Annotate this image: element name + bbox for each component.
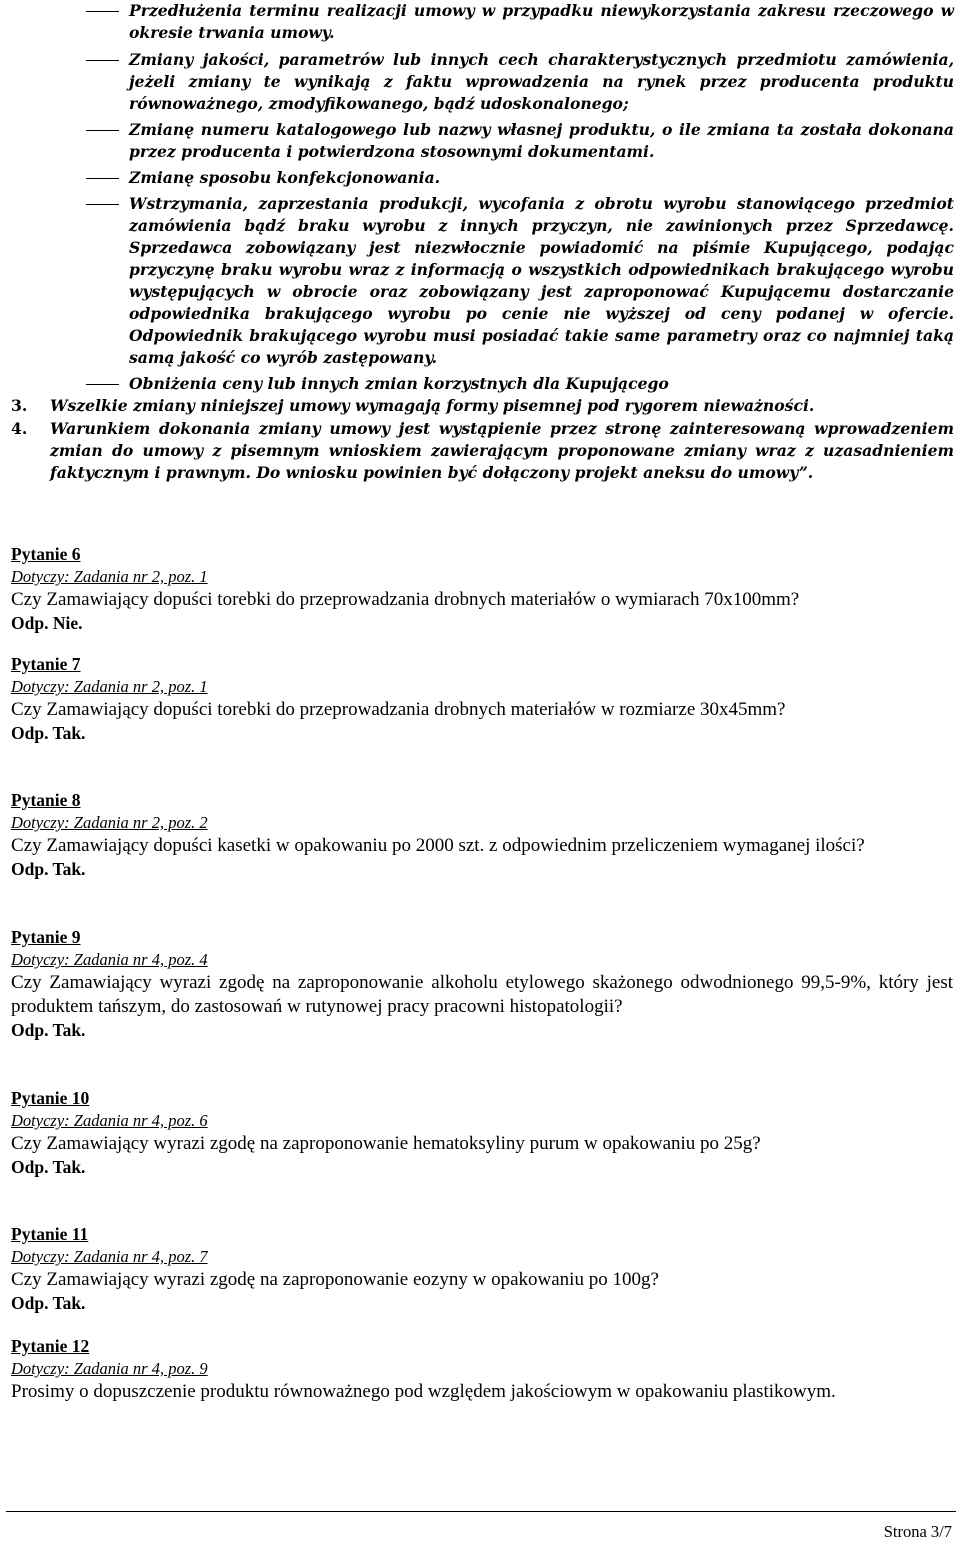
page-number: Strona 3/7 [883,1522,952,1541]
question-reference: Dotyczy: Zadania nr 4, poz. 7 [11,1247,208,1266]
list-item [0,49,960,115]
list-item [0,0,960,44]
dash-bullet [86,11,119,12]
list-item-text: Zmiany jakości, parametrów lub innych cech charakterystycznych przedmiotu zamówienia, jeżeli zmiany te wynikają z faktu wprowadzenia na rynek przez producenta produktu równoważnego, zmodyfikowanego, bądź udoskonalonego; [129,50,954,113]
question-answer: Odp. Tak. [11,1293,86,1313]
question-text: Czy Zamawiający dopuści torebki do przeprowadzania drobnych materiałów o wymiarach 70x100mm? [11,589,800,610]
question-reference: Dotyczy: Zadania nr 2, poz. 1 [11,567,208,586]
footer-divider [6,1511,956,1512]
question-text: Czy Zamawiający dopuści torebki do przeprowadzania drobnych materiałów w rozmiarze 30x45mm? [11,699,786,720]
list-item-text: Obniżenia ceny lub innych zmian korzystnych dla Kupującego [129,374,669,393]
list-item-text: Zmianę sposobu konfekcjonowania. [129,168,441,187]
question-answer: Odp. Tak. [11,859,86,879]
question-title: Pytanie 12 [11,1336,90,1356]
dash-bullet [86,178,119,179]
numbered-clause [0,395,960,417]
question-answer: Odp. Tak. [11,1157,86,1177]
question-title: Pytanie 11 [11,1224,89,1244]
question-block [0,926,960,1042]
amendment-list [0,0,960,484]
question-block [0,789,960,881]
question-text: Czy Zamawiający wyrazi zgodę na zaproponowanie hematoksyliny purum w opakowaniu po 25g? [11,1133,761,1154]
list-item [0,119,960,163]
question-title: Pytanie 6 [11,544,81,564]
clause-number: 3. [11,396,28,415]
question-title: Pytanie 7 [11,654,81,674]
question-reference: Dotyczy: Zadania nr 4, poz. 9 [11,1359,208,1378]
question-reference: Dotyczy: Zadania nr 4, poz. 6 [11,1111,208,1130]
clause-number: 4. [11,419,28,438]
question-block [0,1335,960,1404]
question-block [0,1223,960,1315]
question-text: Czy Zamawiający wyrazi zgodę na zaproponowanie eozyny w opakowaniu po 100g? [11,1269,659,1290]
dash-bullet [86,384,119,385]
dash-bullet [86,60,119,61]
question-title: Pytanie 10 [11,1088,90,1108]
question-title: Pytanie 9 [11,927,81,947]
question-text: Prosimy o dopuszczenie produktu równoważnego pod względem jakościowym w opakowaniu plastikowym. [11,1381,836,1402]
question-reference: Dotyczy: Zadania nr 2, poz. 1 [11,677,208,696]
list-item [0,373,960,395]
list-item-text: Zmianę numeru katalogowego lub nazwy własnej produktu, o ile zmiana ta została dokonana przez producenta i potwierdzona stosownymi dokumentami. [129,120,954,161]
question-answer: Odp. Nie. [11,613,83,633]
question-reference: Dotyczy: Zadania nr 4, poz. 4 [11,950,208,969]
question-text: Czy Zamawiający wyrazi zgodę na zaproponowanie alkoholu etylowego skażonego odwodnionego 99,5-9%, który jest produktem tańszym, do zastosowań w rutynowej pracy pracowni histopatologii? [11,972,953,1017]
list-item-text: Przedłużenia terminu realizacji umowy w przypadku niewykorzystania zakresu rzeczowego w okresie trwania umowy. [129,1,954,42]
list-item [0,167,960,189]
clause-text: Wszelkie zmiany niniejszej umowy wymagają formy pisemnej pod rygorem nieważności. [50,396,815,415]
question-text: Czy Zamawiający dopuści kasetki w opakowaniu po 2000 szt. z odpowiednim przeliczeniem wymaganej ilości? [11,835,865,856]
question-answer: Odp. Tak. [11,1020,86,1040]
dash-bullet [86,204,119,205]
list-item-text: Wstrzymania, zaprzestania produkcji, wycofania z obrotu wyrobu stanowiącego przedmiot zamówienia bądź braku wyrobu z innych przyczyn, nie zawinionych przez Sprzedawcę. Sprzedawca zobowiązany jest niezwłocznie powiadomić na piśmie Kupującego, podając przyczynę braku wyrobu wraz z informacją o wszystkich odpowiednikach brakującego wyrobu występujących w obrocie oraz zobowiązany jest zaproponować Kupującemu dostarczanie odpowiednika brakującego wyrobu po cenie nie wyższej od ceny podanej w ofercie. Odpowiednik brakującego wyrobu musi posiadać takie same parametry oraz co najmniej taką samą jakość co wyrób zastępowany. [129,194,954,367]
question-block [0,1087,960,1179]
question-answer: Odp. Tak. [11,723,86,743]
dash-bullet [86,130,119,131]
question-title: Pytanie 8 [11,790,81,810]
numbered-clause [0,418,960,484]
list-item [0,193,960,369]
clause-text: Warunkiem dokonania zmiany umowy jest wystąpienie przez stronę zainteresowaną wprowadzeniem zmian do umowy z pisemnym wnioskiem zawierającym proponowane zmiany wraz z uzasadnieniem faktycznym i prawnym. Do wniosku powinien być dołączony projekt aneksu do umowy”. [50,419,954,482]
question-block [0,543,960,635]
question-reference: Dotyczy: Zadania nr 2, poz. 2 [11,813,208,832]
question-block [0,653,960,745]
